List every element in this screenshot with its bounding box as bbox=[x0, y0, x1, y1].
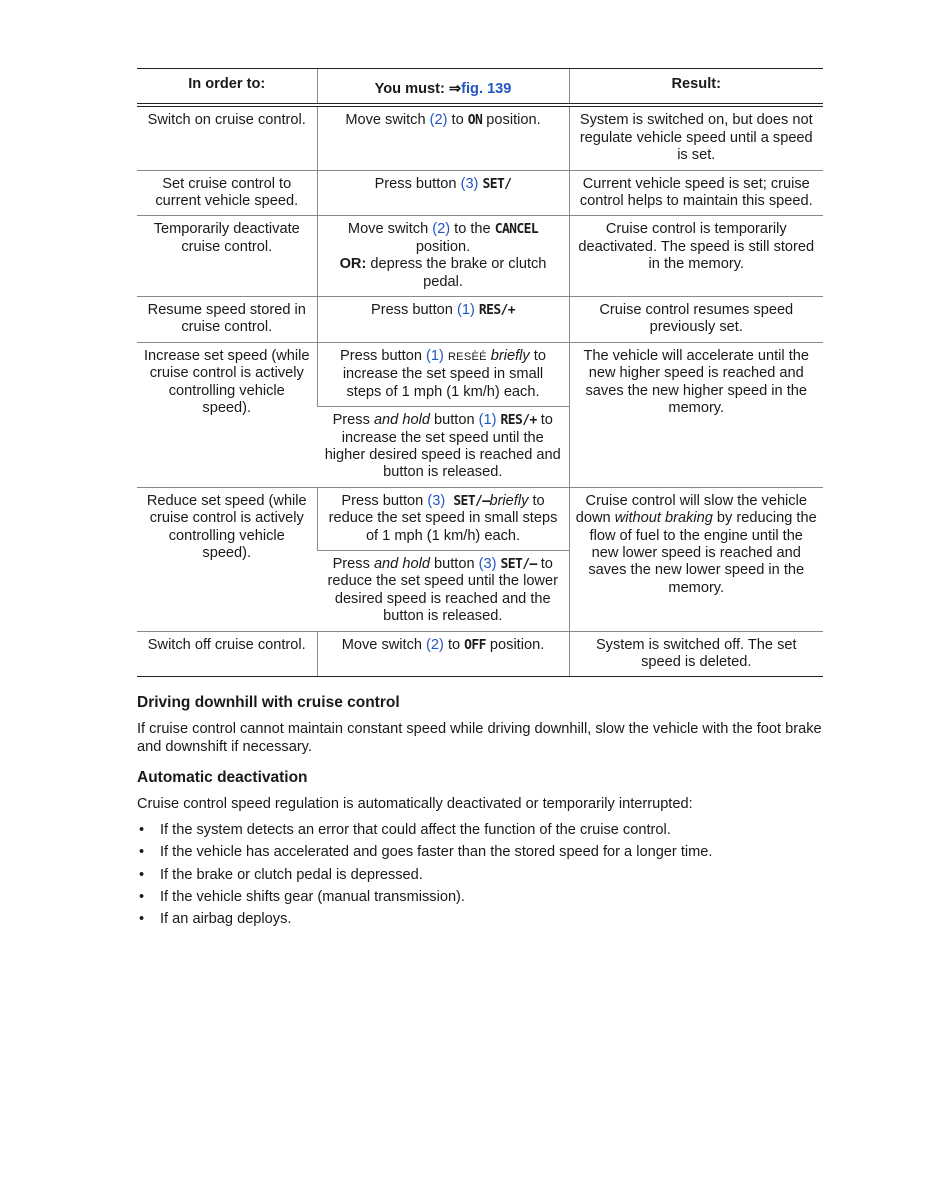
header-result: Result: bbox=[569, 69, 823, 106]
list-item: • If an airbag deploys. bbox=[139, 911, 292, 928]
action-cell: Press button (1) RESÈÉ briefly to increase the set speed in small steps of 1 mph (1 km/h) each. bbox=[317, 342, 569, 406]
downhill-text: If cruise control cannot maintain constant speed while driving downhill, slow the vehicle with the foot brake and downshift if necessary. bbox=[137, 721, 822, 755]
cruise-control-page bbox=[137, 68, 823, 677]
result-cell: The vehicle will accelerate until the new higher speed is reached and saves the new higher speed in the memory. bbox=[569, 342, 823, 487]
goal-cell: Switch off cruise control. bbox=[137, 631, 317, 677]
switch-ref-link[interactable]: (2) bbox=[429, 112, 448, 129]
action-cell: Move switch (2) to the CANCEL position. OR: depress the brake or clutch pedal. bbox=[317, 216, 569, 297]
action-cell: Press and hold button (3) SET/– to reduce the set speed until the lower desired speed is reached and the button is released. bbox=[317, 550, 569, 631]
on-key-label: ON bbox=[467, 113, 483, 129]
table-row bbox=[137, 105, 823, 170]
result-cell: System is switched off. The set speed is deleted. bbox=[569, 631, 823, 677]
bullet-icon: • bbox=[139, 866, 145, 883]
res-key-label: RES/+ bbox=[500, 413, 537, 429]
header-you-must bbox=[317, 69, 569, 106]
action-cell: Move switch (2) to OFF position. bbox=[317, 631, 569, 677]
off-key-label: OFF bbox=[464, 637, 486, 653]
goal-cell: Resume speed stored in cruise control. bbox=[137, 297, 317, 343]
table-row bbox=[137, 170, 823, 216]
header-you-must-label: You must: ⇒ bbox=[374, 81, 462, 97]
button-ref-link[interactable]: (3) bbox=[427, 492, 446, 509]
goal-cell: Temporarily deactivate cruise control. bbox=[137, 216, 317, 297]
switch-ref-link[interactable]: (2) bbox=[432, 221, 451, 238]
button-ref-link[interactable]: (1) bbox=[456, 302, 475, 319]
table-row bbox=[137, 487, 823, 550]
list-item: • If the vehicle shifts gear (manual transmission). bbox=[139, 888, 465, 905]
goal-cell: Reduce set speed (while cruise control is actively controlling vehicle speed). bbox=[137, 487, 317, 631]
cancel-key-label: CANCEL bbox=[494, 222, 539, 238]
result-cell: Cruise control will slow the vehicle down without braking by reducing the flow of fuel to the engine until the new lower speed is reached and saves the new lower speed in the memory. bbox=[569, 487, 823, 631]
list-item: • If the system detects an error that could affect the function of the cruise control. bbox=[139, 822, 671, 838]
action-cell: Press button (3) SET/–briefly to reduce the set speed in small steps of 1 mph (1 km/h) each. bbox=[317, 487, 569, 550]
res-key-label: RES/+ bbox=[478, 303, 516, 319]
bullet-icon: • bbox=[139, 822, 145, 838]
set-key-label: SET/– bbox=[500, 556, 537, 572]
action-cell: Press button (3) SET/ bbox=[317, 170, 569, 216]
action-cell: Move switch (2) to ON position. bbox=[317, 105, 569, 170]
result-cell: Current vehicle speed is set; cruise control helps to maintain this speed. bbox=[569, 170, 823, 216]
switch-ref-link[interactable]: (2) bbox=[426, 636, 444, 653]
automatic-deactivation-intro: Cruise control speed regulation is automatically deactivated or temporarily interrupted: bbox=[137, 796, 693, 812]
list-item: • If the vehicle has accelerated and goes faster than the stored speed for a longer time. bbox=[139, 844, 713, 861]
table-row bbox=[137, 216, 823, 297]
list-item: • If the brake or clutch pedal is depressed. bbox=[139, 866, 423, 883]
cruise-control-table bbox=[137, 68, 823, 677]
deactivation-bullet-list bbox=[137, 822, 827, 933]
goal-cell: Increase set speed (while cruise control is actively controlling vehicle speed). bbox=[137, 342, 317, 487]
automatic-deactivation-heading: Automatic deactivation bbox=[137, 769, 308, 786]
action-cell: Press button (1) RES/+ bbox=[317, 297, 569, 343]
goal-cell: Set cruise control to current vehicle speed. bbox=[137, 170, 317, 216]
bullet-icon: • bbox=[139, 844, 145, 861]
table-row bbox=[137, 631, 823, 677]
fig-139-link[interactable]: fig. 139 bbox=[461, 81, 512, 97]
button-ref-link[interactable]: (3) bbox=[478, 555, 497, 572]
result-cell: System is switched on, but does not regulate vehicle speed until a speed is set. bbox=[569, 105, 823, 170]
button-ref-link[interactable]: (1) bbox=[478, 412, 497, 429]
goal-cell: Switch on cruise control. bbox=[137, 105, 317, 170]
res-key-label: RESÈÉ bbox=[447, 350, 487, 363]
set-key-label: SET/ bbox=[482, 176, 512, 192]
result-cell: Cruise control resumes speed previously set. bbox=[569, 297, 823, 343]
header-in-order-to: In order to: bbox=[137, 69, 317, 106]
action-cell: Press and hold button (1) RES/+ to increase the set speed until the higher desired speed is reached and button is released. bbox=[317, 407, 569, 488]
set-key-label: SET/– bbox=[453, 493, 490, 509]
button-ref-link[interactable]: (1) bbox=[426, 347, 444, 364]
result-cell: Cruise control is temporarily deactivated. The speed is still stored in the memory. bbox=[569, 216, 823, 297]
button-ref-link[interactable]: (3) bbox=[460, 175, 479, 192]
bullet-icon: • bbox=[139, 911, 145, 928]
table-row bbox=[137, 342, 823, 406]
downhill-heading: Driving downhill with cruise control bbox=[137, 694, 400, 711]
table-header-row bbox=[137, 69, 823, 106]
bullet-icon: • bbox=[139, 888, 145, 905]
table-row bbox=[137, 297, 823, 343]
